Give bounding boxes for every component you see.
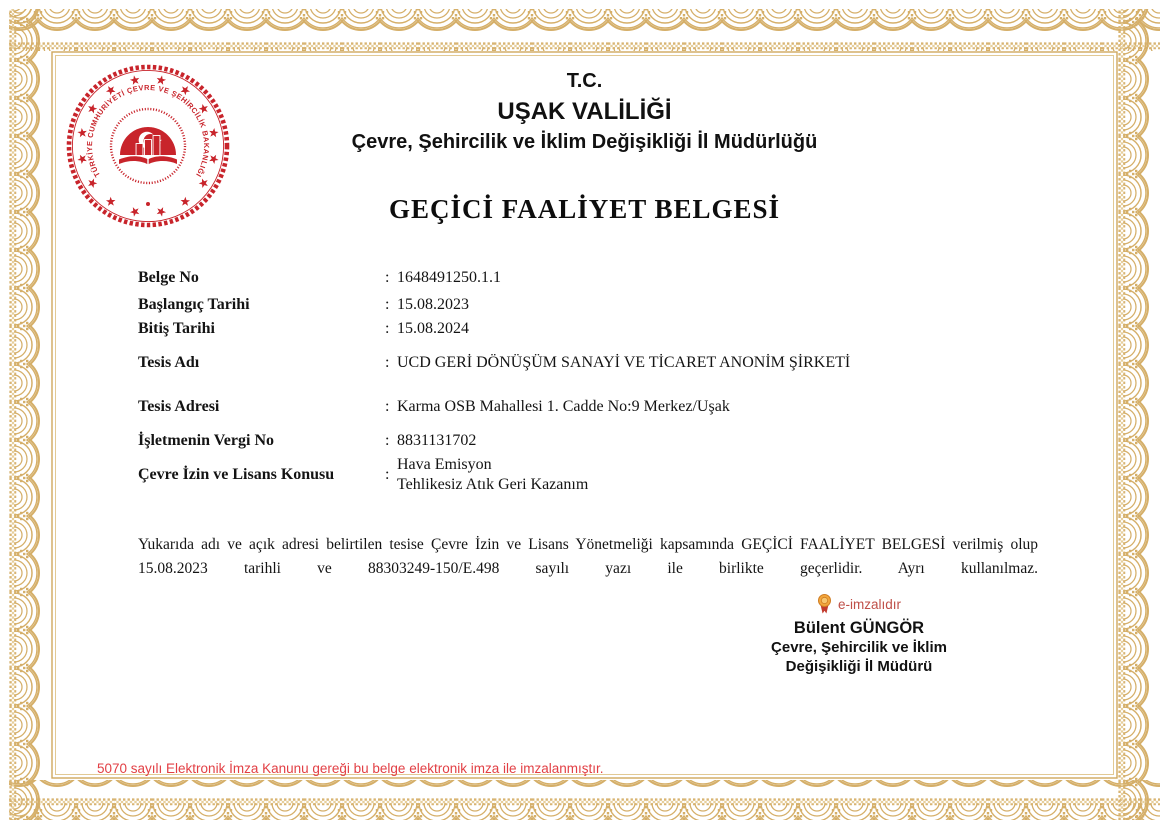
field-label: Tesis Adı	[138, 354, 200, 371]
field-row-tesis-adi	[138, 341, 908, 385]
field-row-vergi-no	[138, 429, 908, 453]
field-row-tesis-adresi	[138, 385, 908, 429]
field-label: Belge No	[138, 269, 199, 286]
field-colon: :	[385, 296, 390, 313]
field-label: Başlangıç Tarihi	[138, 296, 250, 313]
field-colon: :	[385, 269, 390, 286]
certificate-statement: Yukarıda adı ve açık adresi belirtilen tesise Çevre İzin ve Lisans Yönetmeliği kapsamında GEÇİCİ FAALİYET BELGESİ verilmiş olup 15.08.2023 tarihli ve 88303249-150/E.498 sayılı yazı ile birlikte geçerlidir. Ayrı kullanılmaz.	[138, 535, 1038, 577]
field-colon: :	[385, 466, 390, 483]
signature-block	[753, 592, 965, 676]
field-value: Karma OSB Mahallesi 1. Cadde No:9 Merkez/Uşak	[397, 398, 730, 415]
field-colon: :	[385, 398, 390, 415]
field-value	[397, 455, 588, 495]
field-colon: :	[385, 354, 390, 371]
field-value: 15.08.2023	[397, 296, 469, 313]
esign-ribbon-icon	[817, 594, 832, 615]
signer-name: Bülent GÜNGÖR	[793, 619, 925, 637]
field-label: Bitiş Tarihi	[138, 320, 215, 337]
field-colon: :	[385, 320, 390, 337]
header-republic: T.C.	[566, 70, 603, 92]
esign-law-note: 5070 sayılı Elektronik İmza Kanunu gereği bu belge elektronik imza ile imzalanmıştır.	[97, 761, 604, 776]
document-title: GEÇİCİ FAALİYET BELGESİ	[388, 194, 781, 224]
letterhead	[0, 68, 1169, 157]
esign-row	[753, 592, 965, 616]
field-value: UCD GERİ DÖNÜŞÜM SANAYİ VE TİCARET ANONİM ŞİRKETİ	[397, 354, 851, 371]
esign-label: e-imzalıdır	[837, 596, 901, 612]
field-row-baslangic-tarihi	[138, 293, 908, 317]
field-row-belge-no	[138, 263, 908, 293]
field-row-bitis-tarihi	[138, 317, 908, 341]
field-value: 1648491250.1.1	[397, 269, 501, 286]
field-value: 8831131702	[397, 432, 477, 449]
field-value-line: Tehlikesiz Atık Geri Kazanım	[397, 476, 589, 493]
seal-ring-text: TÜRKİYE CUMHURİYETİ ÇEVRE VE ŞEHİRCİLİK BAKANLIĞI	[84, 82, 212, 179]
signer-title-line1: Çevre, Şehircilik ve İklim	[771, 639, 947, 656]
header-directorate: Çevre, Şehircilik ve İklim Değişikliği İl Müdürlüğü	[351, 131, 818, 153]
certificate-fields	[138, 263, 908, 497]
field-value: 15.08.2024	[397, 320, 469, 337]
signer-title-line2: Değişikliği İl Müdürü	[785, 658, 933, 675]
field-label: Tesis Adresi	[138, 398, 220, 415]
field-value-line: Hava Emisyon	[397, 456, 492, 473]
field-colon: :	[385, 432, 390, 449]
field-row-izin-lisans-konusu	[138, 453, 908, 497]
header-governorship: UŞAK VALİLİĞİ	[497, 98, 672, 125]
field-label: Çevre İzin ve Lisans Konusu	[138, 466, 335, 483]
field-label: İşletmenin Vergi No	[138, 432, 274, 449]
